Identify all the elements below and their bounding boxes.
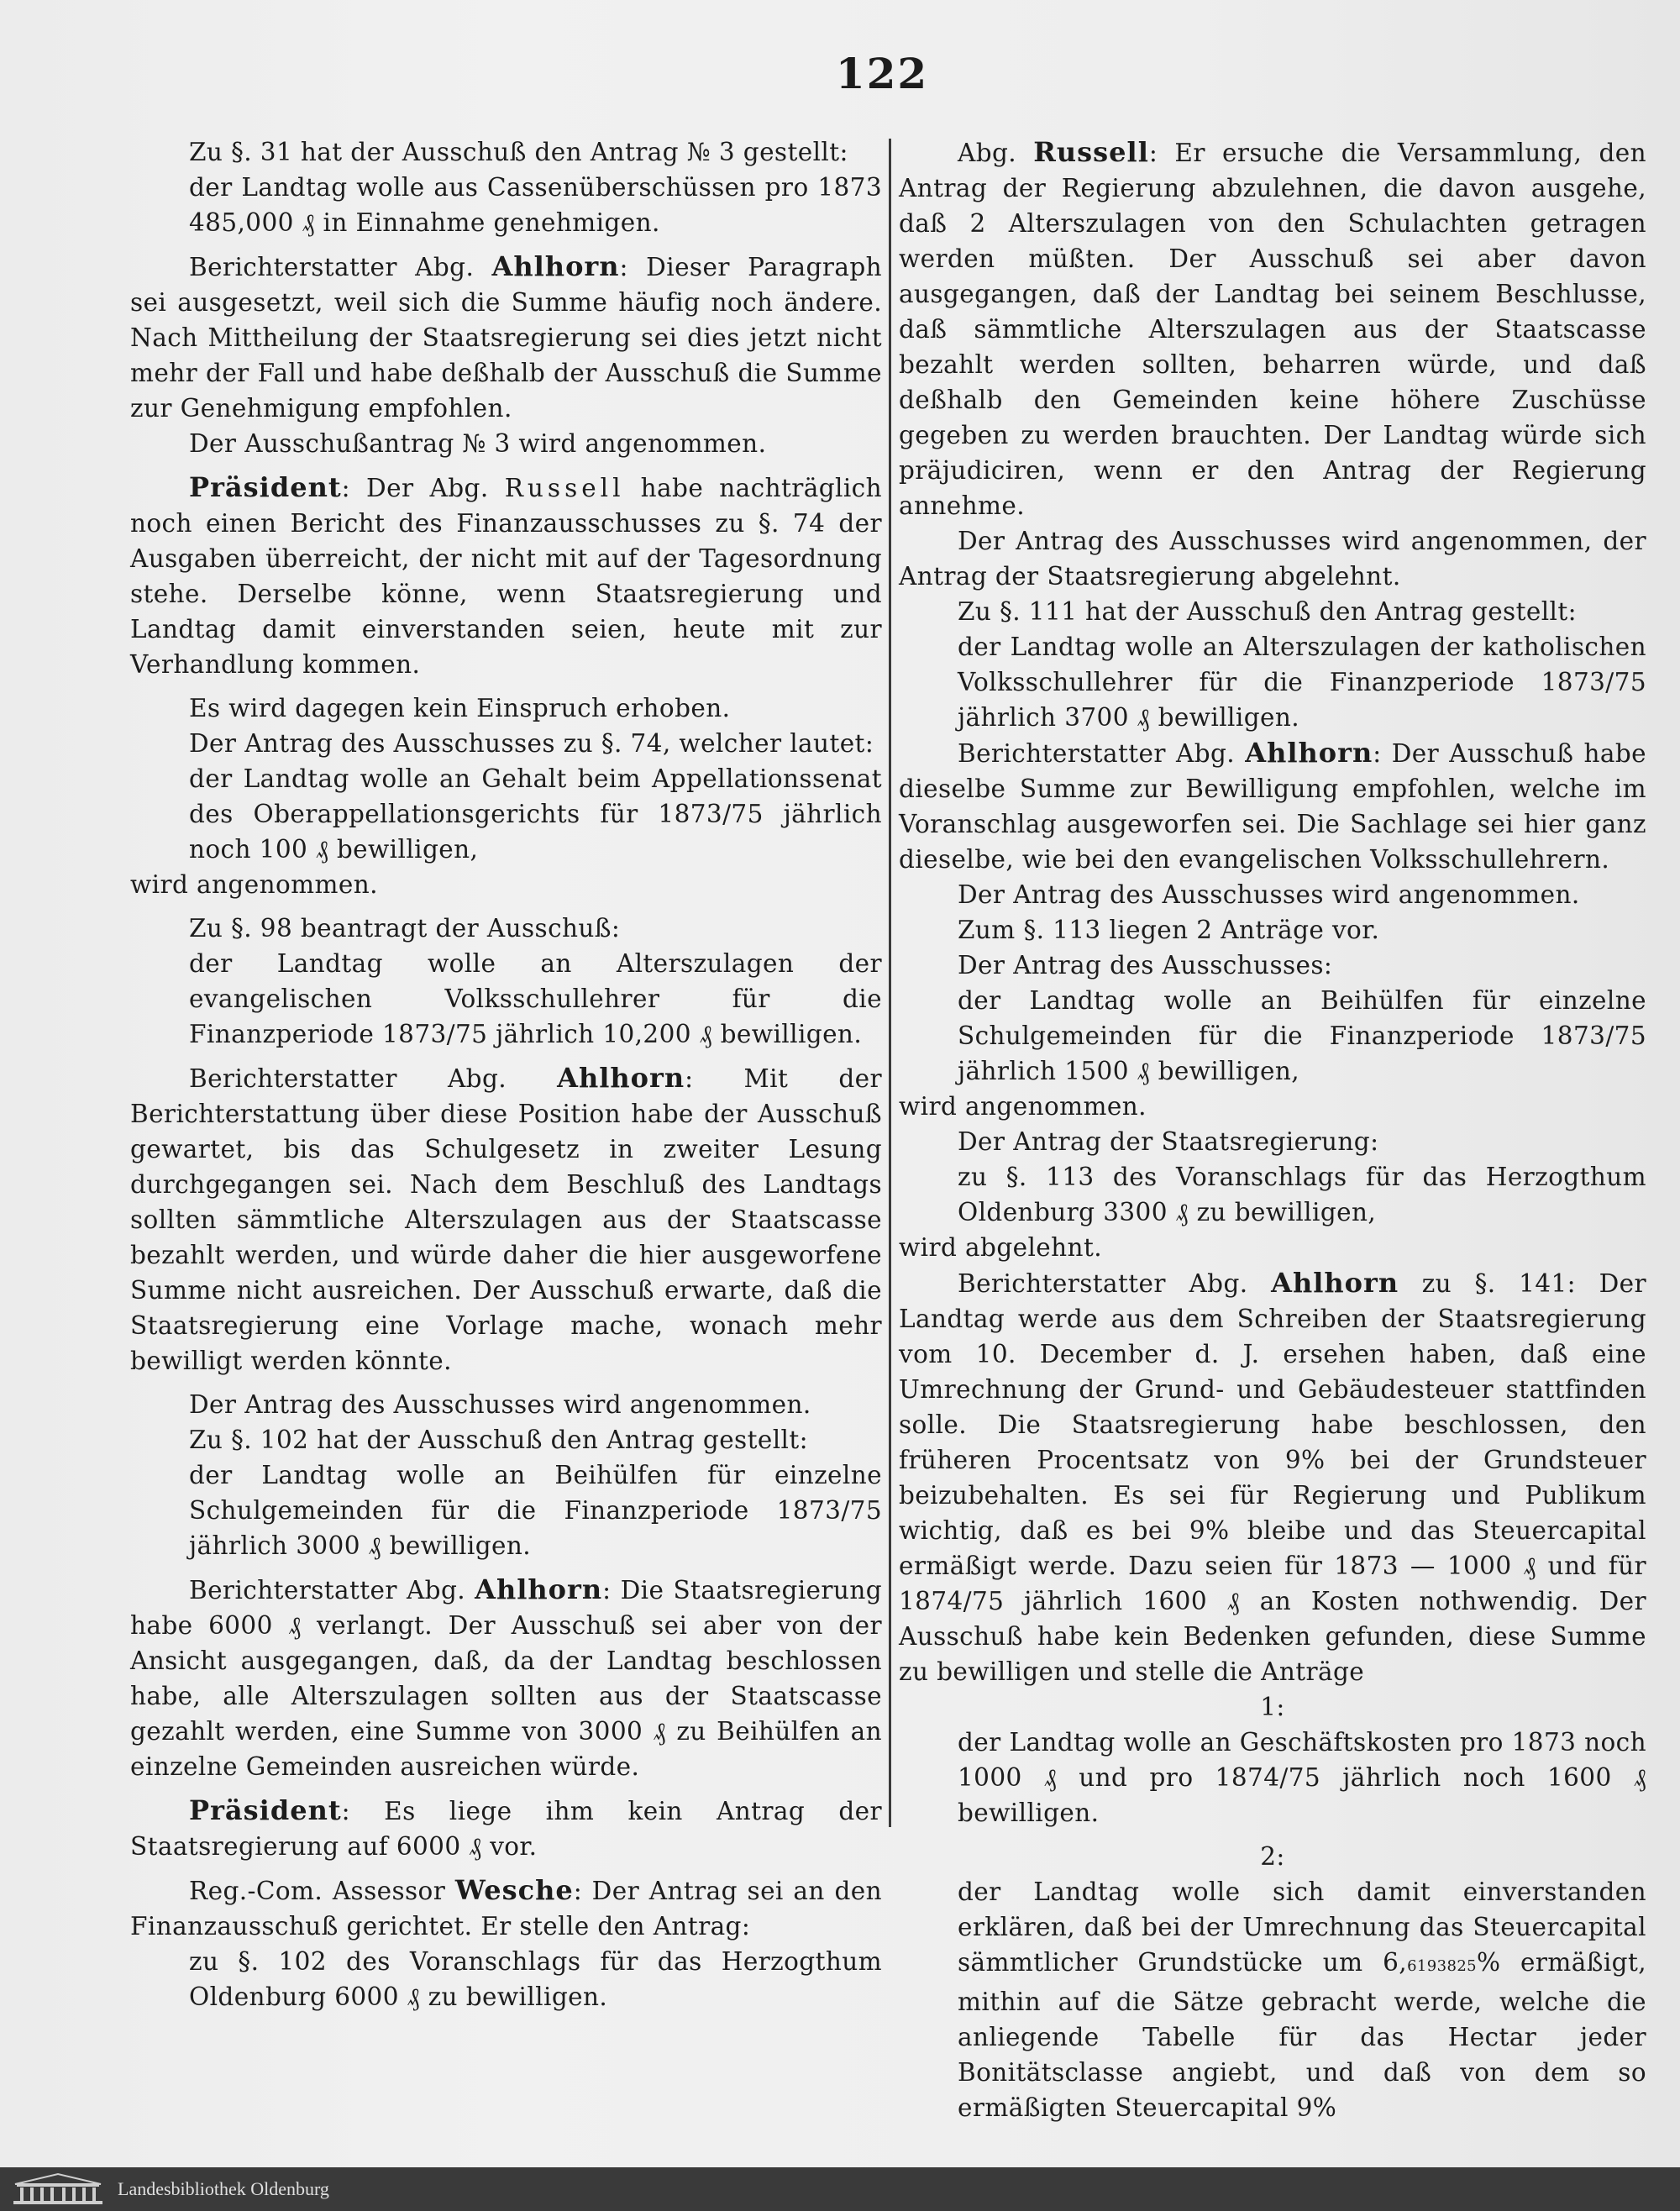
speech-paragraph — [130, 249, 882, 426]
text: der Landtag wolle an Alterszulagen der evangelischen Volksschullehrer für die Finanzperiode 1873/75 jährlich 10,200 ₰ bewilligen. — [189, 949, 882, 1048]
motion-text — [130, 1457, 882, 1563]
speaker-name: Präsident — [189, 1794, 342, 1826]
motion-text — [899, 1874, 1646, 2125]
text: : Der Antrag sei an den Finanzausschuß gerichtet. Er stelle den Antrag: — [130, 1877, 882, 1941]
speaker-name: Ahlhorn — [557, 1062, 685, 1094]
text: % ermäßigt, mithin auf die Sätze gebracht werde, welche die anliegende Tabelle für das Hectar jeder Bonitätsclasse angiebt, und daß von dem so ermäßigten Steuercapital 9% — [958, 1948, 1646, 2122]
page-number: 122 — [835, 49, 929, 98]
text: Zu §. 98 beantragt der Ausschuß: — [189, 914, 621, 943]
text: Zum §. 113 liegen 2 Anträge vor. — [958, 916, 1380, 944]
motion-text — [899, 629, 1646, 735]
text: wird abgelehnt. — [899, 1233, 1102, 1262]
column-divider — [889, 139, 891, 1827]
text: zu §. 102 des Voranschlags für das Herzogthum Oldenburg 6000 ₰ zu bewilligen. — [189, 1947, 882, 2011]
motion-text — [899, 1725, 1646, 1830]
paragraph — [130, 867, 882, 902]
text: wird angenommen. — [130, 870, 378, 899]
paragraph — [899, 1089, 1646, 1124]
text: habe nachträglich noch einen Bericht des Finanzausschusses zu §. 74 der Ausgaben überreicht, der nicht mit auf der Tagesordnung stehe. Derselbe könne, wenn Staatsregierung und Landtag damit einverstanden seien, heute mit zur Verhandlung kommen. — [130, 474, 883, 679]
paragraph — [130, 426, 882, 461]
text: Berichterstatter Abg. — [958, 1269, 1248, 1298]
speech-paragraph — [130, 1572, 882, 1784]
speaker-name: Russell — [1033, 136, 1149, 168]
speech-paragraph — [899, 735, 1646, 877]
paragraph — [899, 1230, 1646, 1265]
text: der Landtag wolle sich damit einverstanden erklären, daß bei der Umrechnung das Steuercapital sämmtlicher Grundstücke um 6, — [958, 1878, 1646, 1977]
text: wird angenommen. — [899, 1092, 1147, 1121]
speaker-name-inline: Russell — [504, 474, 625, 502]
text: zu §. 141: Der Landtag werde aus dem Schreiben der Staatsregierung vom 10. December d. J. ersehen haben, daß eine Umrechnung der Grund- und Gebäudesteuer stattfinden solle. Die Staatsregierung habe beschlossen, den früheren Procentsatz von 9% bei der Grundsteuer beizubehalten. Es sei für Regierung und Publikum wichtig, daß es bei 9% bleibe und das Steuercapital ermäßigt werde. Dazu seien für 1873 — 1000 ₰ und für 1874/75 jährlich 1600 ₰ an Kosten nothwendig. Der Ausschuß habe kein Bedenken gefunden, diese Summe zu bewilligen und stelle die Anträge — [899, 1269, 1647, 1686]
paragraph — [130, 134, 882, 170]
paragraph — [130, 691, 882, 726]
paragraph — [899, 877, 1646, 912]
text: der Landtag wolle an Beihülfen für einzelne Schulgemeinden für die Finanzperiode 1873/75 jährlich 1500 ₰ bewilligen, — [958, 986, 1646, 1085]
decimal-digits: 6193825 — [1407, 1957, 1478, 1975]
text: Berichterstatter Abg. — [958, 739, 1236, 768]
text: Abg. — [958, 139, 1017, 167]
text: der Landtag wolle an Geschäftskosten pro 1873 noch 1000 ₰ und pro 1874/75 jährlich noch 1600 ₰ bewilligen. — [958, 1728, 1646, 1827]
text: der Landtag wolle an Gehalt beim Appellationssenat des Oberappellationsgerichts für 1873/75 jährlich noch 100 ₰ bewilligen, — [189, 764, 882, 864]
paragraph — [899, 1124, 1646, 1159]
speech-paragraph — [130, 1872, 882, 1944]
motion-text — [899, 983, 1646, 1089]
text: : Es liege ihm kein Antrag der Staatsregierung auf 6000 ₰ vor. — [130, 1797, 882, 1861]
text: der Landtag wolle an Beihülfen für einzelne Schulgemeinden für die Finanzperiode 1873/75 jährlich 3000 ₰ bewilligen. — [189, 1461, 882, 1560]
library-building-icon — [12, 2172, 104, 2206]
motion-text — [130, 761, 882, 867]
speech-paragraph — [899, 134, 1646, 523]
text: Der Antrag der Staatsregierung: — [958, 1127, 1379, 1156]
paragraph — [130, 911, 882, 946]
speaker-name: Ahlhorn — [1245, 737, 1373, 769]
text: Berichterstatter Abg. — [189, 253, 475, 281]
right-column — [899, 134, 1646, 2125]
text: Berichterstatter Abg. — [189, 1576, 466, 1604]
text: der Landtag wolle an Alterszulagen der katholischen Volksschullehrer für die Finanzperiode 1873/75 jährlich 3700 ₰ bewilligen. — [958, 633, 1646, 732]
speech-paragraph — [130, 470, 882, 682]
text: Zu §. 102 hat der Ausschuß den Antrag gestellt: — [189, 1426, 808, 1454]
text: : Mit der Berichterstattung über diese Position habe der Ausschuß gewartet, bis das Schulgesetz in zweiter Lesung durchgegangen sei. Nach dem Beschluß des Landtags sollten sämmtliche Alterszulagen aus der Staatscasse bezahlt werden, und würde daher die hier ausgeworfene Summe nicht ausreichen. Der Ausschuß erwarte, daß die Staatsregierung eine Vorlage mache, wonach mehr bewilligt werden könnte. — [130, 1064, 882, 1375]
library-label: Landesbibliothek Oldenburg — [118, 2178, 329, 2199]
speaker-name: Ahlhorn — [1271, 1267, 1399, 1299]
motion-text — [899, 1159, 1646, 1230]
text: : Der Ausschuß habe dieselbe Summe zur Bewilligung empfohlen, welche im Voranschlag ausgeworfen sei. Die Sachlage sei hier ganz dieselbe, wie bei den evangelischen Volksschullehrern. — [899, 739, 1647, 874]
paragraph — [130, 1422, 882, 1457]
paragraph — [899, 523, 1646, 594]
text: zu §. 113 des Voranschlags für das Herzogthum Oldenburg 3300 ₰ zu bewilligen, — [958, 1163, 1646, 1226]
text: Der Antrag des Ausschusses zu §. 74, welcher lautet: — [189, 729, 874, 758]
text: : Dieser Paragraph sei ausgesetzt, weil sich die Summe häufig noch ändere. Nach Mittheilung der Staatsregierung sei dies jetzt nicht mehr der Fall und habe deßhalb der Ausschuß die Summe zur Genehmigung empfohlen. — [130, 253, 882, 423]
text: Der Antrag des Ausschusses wird angenommen. — [958, 880, 1580, 909]
text: Der Antrag des Ausschusses wird angenommen. — [189, 1390, 811, 1419]
speaker-name: Wesche — [454, 1874, 574, 1906]
speech-paragraph — [130, 1793, 882, 1864]
paragraph — [899, 912, 1646, 948]
motion-number — [899, 1839, 1646, 1874]
text: Reg.-Com. Assessor — [189, 1877, 446, 1905]
motion-text — [130, 170, 882, 240]
left-column — [130, 134, 882, 2014]
paragraph — [899, 594, 1646, 629]
speech-paragraph — [130, 1060, 882, 1379]
text: : Der Abg. — [341, 474, 489, 502]
speaker-name: Ahlhorn — [491, 250, 620, 282]
text: Es wird dagegen kein Einspruch erhoben. — [189, 694, 731, 722]
text: : Er ersuche die Versammlung, den Antrag der Regierung abzulehnen, die davon ausgehe, daß 2 Alterszulagen von den Schulachten getragen werden müßten. Der Ausschuß sei aber davon ausgegangen, daß der Landtag bei seinem Beschlusse, daß sämmtliche Alterszulagen aus der Staatscasse bezahlt werden sollten, beharren würde, und daß deßhalb den Gemeinden keine höhere Zuschüsse gegeben zu werden brauchten. Der Landtag würde sich präjudiciren, wenn er den Antrag der Regierung annehme. — [899, 139, 1646, 520]
text: : Die Staatsregierung habe 6000 ₰ verlangt. Der Ausschuß sei aber von der Ansicht ausgegangen, daß, da der Landtag beschlossen habe, alle Alterszulagen sollten aus der Staatscasse gezahlt werden, eine Summe von 3000 ₰ zu Beihülfen an einzelne Gemeinden ausreichen würde. — [130, 1576, 883, 1781]
text: Der Antrag des Ausschusses wird angenommen, der Antrag der Staatsregierung abgelehnt. — [899, 527, 1646, 591]
text: Der Antrag des Ausschusses: — [958, 951, 1333, 979]
paragraph — [130, 726, 882, 761]
text: 1: — [1260, 1693, 1285, 1721]
footer-bar — [0, 2167, 1680, 2211]
speaker-name: Präsident — [189, 471, 342, 503]
motion-text — [130, 946, 882, 1052]
speech-paragraph — [899, 1265, 1646, 1689]
text: Der Ausschußantrag № 3 wird angenommen. — [189, 429, 767, 458]
text: Zu §. 111 hat der Ausschuß den Antrag gestellt: — [958, 597, 1577, 626]
speaker-name: Ahlhorn — [475, 1573, 603, 1605]
motion-number — [899, 1689, 1646, 1725]
paragraph — [130, 1387, 882, 1422]
text: Berichterstatter Abg. — [189, 1064, 507, 1093]
paragraph — [899, 948, 1646, 983]
text: Zu §. 31 hat der Ausschuß den Antrag № 3 gestellt: — [189, 138, 848, 166]
text: der Landtag wolle aus Cassenüberschüssen pro 1873 485,000 ₰ in Einnahme genehmigen. — [189, 173, 882, 237]
motion-text — [130, 1944, 882, 2014]
text: 2: — [1260, 1842, 1285, 1871]
